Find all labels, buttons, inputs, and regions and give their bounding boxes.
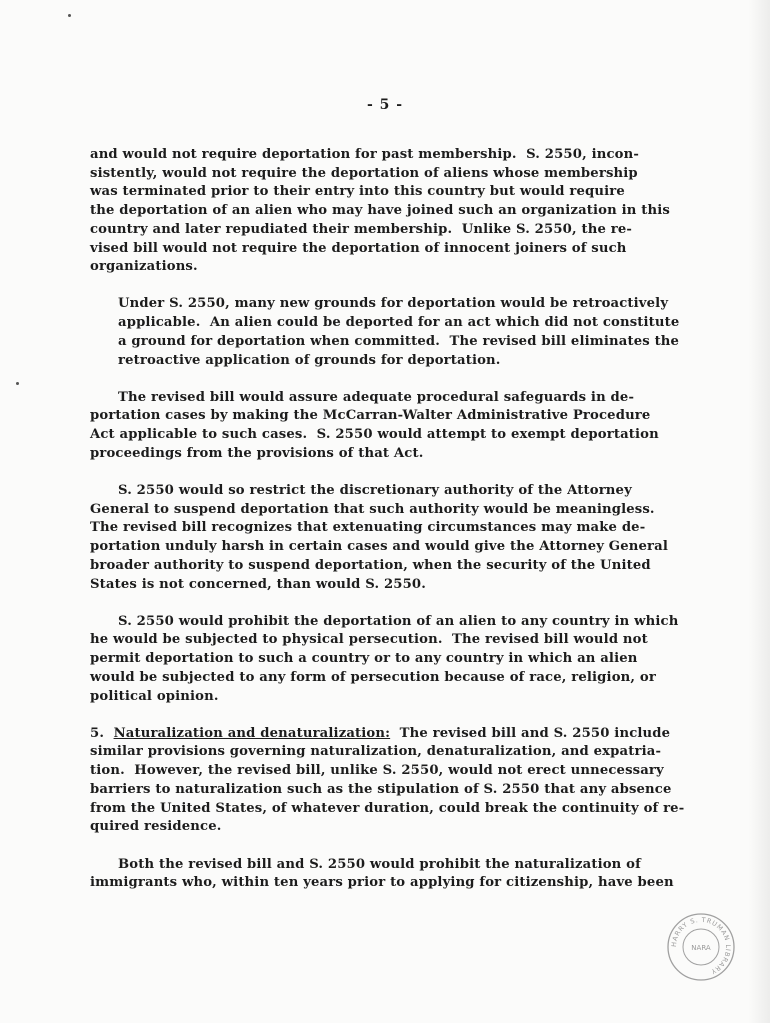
text-fragment: The revised bill and S. 2550 include <box>399 725 671 741</box>
text-line: political opinion. <box>90 688 219 704</box>
text-line: country and later repudiated their membership. Unlike S. 2550, the re- <box>90 221 632 237</box>
text-line: organizations. <box>90 259 198 275</box>
text-line: sistently, would not require the deportation of aliens whose membership <box>90 165 638 181</box>
paragraph-retroactive <box>90 295 706 370</box>
text-line: The revised bill recognizes that extenuating circumstances may make de- <box>90 520 646 536</box>
text-line: Both the revised bill and S. 2550 would prohibit the naturalization of <box>118 856 641 872</box>
scan-speck <box>16 382 19 385</box>
text-line: States is not concerned, than would S. 2550. <box>90 576 427 592</box>
text-line: portation unduly harsh in certain cases and would give the Attorney General <box>90 539 668 555</box>
text-line: tion. However, the revised bill, unlike S. 2550, would not erect unnecessary <box>90 763 664 779</box>
text-line: applicable. An alien could be deported for an act which did not constitute <box>118 315 680 331</box>
text-line: portation cases by making the McCarran-Walter Administrative Procedure <box>90 408 651 424</box>
text-line: Under S. 2550, many new grounds for deportation would be retroactively <box>118 296 669 312</box>
scan-speck <box>68 14 71 17</box>
text-line: similar provisions governing naturalization, denaturalization, and expatria- <box>90 744 662 760</box>
paragraph-membership <box>90 146 706 277</box>
text-line: he would be subjected to physical persecution. The revised bill would not <box>90 632 648 648</box>
section-heading: Naturalization and denaturalization: <box>113 725 391 741</box>
text-line: would be subjected to any form of persecution because of race, religion, or <box>90 669 656 685</box>
paragraph-discretionary-authority <box>90 482 706 594</box>
page-number: - 5 - <box>366 97 404 113</box>
text-line: the deportation of an alien who may have joined such an organization in this <box>90 203 670 219</box>
text-line: retroactive application of grounds for deportation. <box>118 352 501 368</box>
text-line: Act applicable to such cases. S. 2550 would attempt to exempt deportation <box>90 427 659 443</box>
library-stamp-icon <box>666 912 736 982</box>
text-line: and would not require deportation for past membership. S. 2550, incon- <box>90 147 639 162</box>
text-line: immigrants who, within ten years prior to applying for citizenship, have been <box>90 875 674 891</box>
stamp-ring-text: HARRY S. TRUMAN LIBRARY <box>669 915 733 976</box>
paragraph-persecution <box>90 613 706 707</box>
document-body <box>90 146 706 911</box>
paragraph-naturalization-prohibition <box>90 856 706 893</box>
text-line: a ground for deportation when committed. The revised bill eliminates the <box>118 333 680 349</box>
text-line: was terminated prior to their entry into this country but would require <box>90 184 625 200</box>
text-line: S. 2550 would so restrict the discretionary authority of the Attorney <box>118 483 632 499</box>
text-line: quired residence. <box>90 819 222 835</box>
text-line: S. 2550 would prohibit the deportation of an alien to any country in which <box>118 613 679 629</box>
text-line: broader authority to suspend deportation, when the security of the United <box>90 557 651 573</box>
text-line: barriers to naturalization such as the stipulation of S. 2550 that any absence <box>90 781 672 797</box>
section-5-naturalization <box>90 725 706 837</box>
text-line: The revised bill would assure adequate procedural safeguards in de- <box>118 389 635 405</box>
section-5-first-line <box>90 725 706 744</box>
text-line: General to suspend deportation that such authority would be meaningless. <box>90 501 655 517</box>
text-line: vised bill would not require the deportation of innocent joiners of such <box>90 240 627 256</box>
page-edge-shadow <box>748 0 770 1023</box>
paragraph-procedural-safeguards <box>90 389 706 464</box>
text-line: permit deportation to such a country or to any country in which an alien <box>90 651 638 667</box>
text-line: proceedings from the provisions of that Act. <box>90 445 424 461</box>
section-number: 5. <box>90 725 105 741</box>
stamp-center-text: NARA <box>691 944 711 952</box>
text-line: from the United States, of whatever duration, could break the continuity of re- <box>90 800 685 816</box>
